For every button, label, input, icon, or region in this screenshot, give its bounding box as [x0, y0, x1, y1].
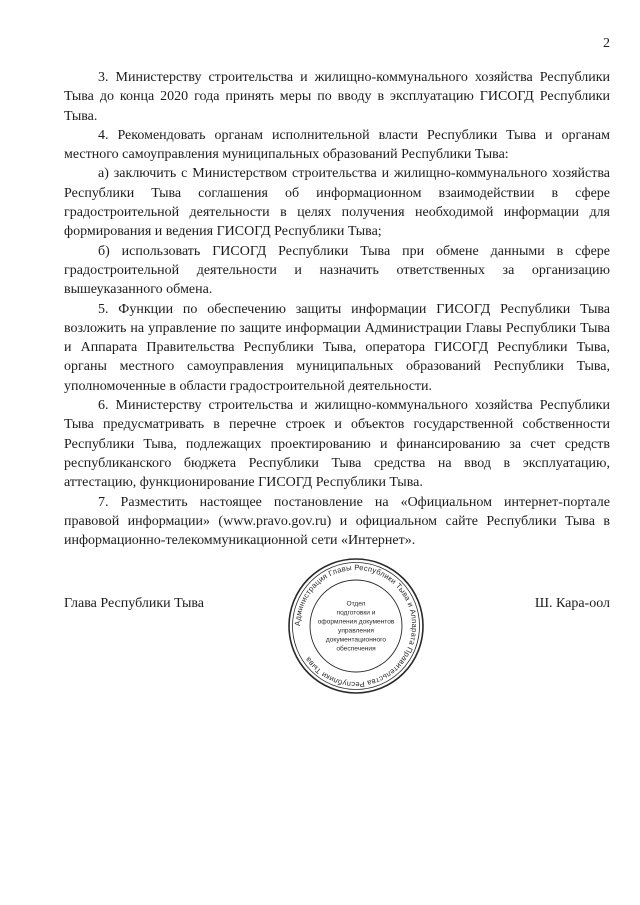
- seal-center-line: документационного: [325, 636, 387, 644]
- seal-center-line: управления: [338, 627, 374, 635]
- seal-center-line: обеспечения: [336, 645, 376, 653]
- document-body: [64, 68, 610, 550]
- seal-center-line: оформления документов: [317, 618, 395, 626]
- seal-ring-text: Администрация Главы Республики Тыва и Аппарата Правительства Республики Тыва: [292, 562, 420, 690]
- paragraph-4a: а) заключить с Министерством строительства и жилищно-коммунального хозяйства Республики Тыва соглашения об информационном взаимодействии в сфере градостроительной деятельности в целях получения необходимой информации для формирования и ведения ГИСОГД Республики Тыва;: [64, 166, 610, 240]
- paragraph-4b: б) использовать ГИСОГД Республики Тыва при обмене данными в сфере градостроительной деятельности и назначить ответственных за организацию вышеуказанного обмена.: [64, 243, 610, 298]
- seal-center-line: подготовки и: [336, 609, 376, 617]
- svg-text:Администрация Главы Республики: [293, 563, 419, 689]
- signatory-name: Ш. Кара-оол: [534, 596, 610, 611]
- seal-center-line: Отдел: [346, 600, 366, 608]
- page-number: 2: [603, 36, 610, 51]
- paragraph-5: 5. Функции по обеспечению защиты информации ГИСОГД Республики Тыва возложить на управление по защите информации Администрации Главы Республики Тыва и Аппарата Правительства Республики Тыва, оператора ГИСОГД Республики Тыва, органы местного самоуправления муниципальных образований Республики Тыва, уполномоченные в области градостроительной деятельности.: [64, 301, 610, 394]
- paragraph-4: 4. Рекомендовать органам исполнительной власти Республики Тыва и органам местного самоуправления муниципальных образований Республики Тыва:: [64, 127, 610, 163]
- official-seal: [286, 556, 426, 696]
- paragraph-7: 7. Разместить настоящее постановление на «Официальном интернет-портале правовой информации» (www.pravo.gov.ru) и официальном сайте Республики Тыва в информационно-телекоммуникационной сети «Интернет».: [64, 494, 610, 549]
- signatory-title: Глава Республики Тыва: [64, 596, 205, 611]
- paragraph-6: 6. Министерству строительства и жилищно-коммунального хозяйства Республики Тыва предусматривать в перечне строек и объектов государственной собственности Республики Тыва, подлежащих проектированию и финансированию за счет средств республиканского бюджета Республики Тыва средства на ввод в эксплуатацию, аттестацию, функционирование ГИСОГД Республики Тыва.: [64, 398, 610, 491]
- paragraph-3: 3. Министерству строительства и жилищно-коммунального хозяйства Республики Тыва до конца 2020 года принять меры по вводу в эксплуатацию ГИСОГД Республики Тыва.: [64, 70, 610, 124]
